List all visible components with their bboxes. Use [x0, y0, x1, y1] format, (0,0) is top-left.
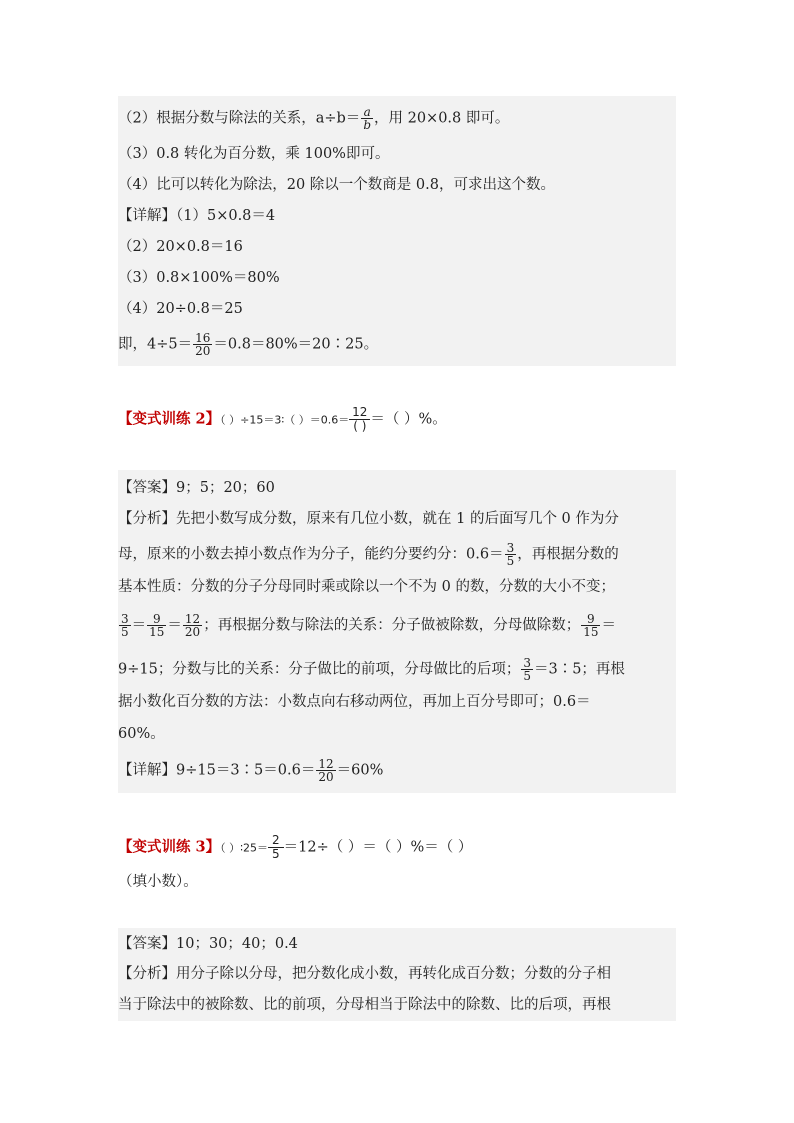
detail-line-4: （4）20÷0.8＝25: [118, 301, 243, 317]
analysis-line-6: 据小数化百分数的方法：小数点向右移动两位，再加上百分号即可；0.6＝: [118, 694, 591, 710]
analysis-line-3: 基本性质：分数的分子分母同时乘或除以一个不为 0 的数，分数的大小不变；: [118, 579, 615, 595]
analysis-line-1: 【分析】先把小数写成分数，原来有几位小数，就在 1 的后面写几个 0 作为分: [118, 511, 619, 527]
fraction-12-20: $\frac{12}{20}$: [318, 757, 334, 784]
analysis-line-1: 【分析】用分子除以分母，把分数化成小数，再转化成百分数；分数的分子相: [118, 966, 611, 982]
fraction-3-5: $\frac{3}{5}$: [523, 656, 531, 683]
detail-line-3: （3）0.8×100%＝80%: [118, 270, 280, 286]
analysis-line-3: （3）0.8 转化为百分数，乘 100%即可。: [118, 146, 390, 162]
fraction-16-20: $\frac{16}{20}$: [195, 331, 211, 358]
analysis-line-4: （4）比可以转化为除法，20 除以一个数商是 0.8，可求出这个数。: [118, 177, 555, 193]
solution-block-2: [118, 470, 676, 793]
analysis-line-4: $\frac{3}{5}$ ＝ $\frac{9}{15}$ ＝ $\frac{12}{20}$ ；再根据分数与除法的关系：分子做被除数，分母做除数； $\frac{9}{15}$ ＝: [121, 612, 616, 639]
fraction-3-5: $\frac{3}{5}$: [121, 612, 129, 639]
fraction-12-20: $\frac{12}{20}$: [184, 612, 201, 639]
analysis-line-2: 当于除法中的被除数、比的前项，分母相当于除法中的除数、比的后项，再根: [118, 997, 611, 1013]
solution-block-1: [118, 96, 676, 366]
question-3-note: （填小数）。: [118, 874, 198, 890]
answer-line: 【答案】10；30；40；0.4: [118, 936, 298, 952]
fraction-9-15: $\frac{9}{15}$: [149, 612, 165, 639]
answer-line: 【答案】9；5；20；60: [118, 480, 275, 496]
question-3-title: 【变式训练 3】: [118, 838, 221, 856]
fraction-12-blank: $\frac{12}{( )}$: [349, 406, 370, 433]
analysis-line-2: 母，原来的小数去掉小数点作为分子，能约分要约分：0.6＝ $\frac{3}{5}$ ，再根据分数的: [118, 541, 619, 568]
question-2: 【变式训练 2】（ ）÷15＝3∶（ ）$=0.6=\frac{12}{( )}$ ＝（ ）%。: [118, 405, 447, 433]
detail-line: 【详解】9÷15＝3∶5＝0.6＝ $\frac{12}{20}$ ＝60%: [118, 757, 384, 784]
detail-line-2: （2）20×0.8＝16: [118, 239, 243, 255]
analysis-line-2: （2）根据分数与除法的关系，a÷b＝ $\frac{a}{b}$ ，用 20×0.8 即可。: [118, 105, 510, 132]
conclusion-line: 即，4÷5＝ $\frac{16}{20}$ ＝0.8＝80%＝20∶25。: [118, 331, 379, 358]
fraction-9-15: $\frac{9}{15}$: [583, 612, 599, 639]
question-2-title: 【变式训练 2】: [118, 410, 221, 428]
question-3: 【变式训练 3】（ ）$∶25=\frac{2}{5}$ ＝12÷（ ）＝（ ）%＝（ ）: [118, 833, 473, 861]
fraction-2-5: $\frac{2}{5}$: [268, 834, 284, 861]
solution-block-3: [118, 928, 676, 1021]
fraction-a-over-b: $\frac{a}{b}$: [363, 105, 371, 132]
fraction-3-5: $\frac{3}{5}$: [506, 541, 515, 568]
detail-line-1: 【详解】（1）5×0.8＝4: [118, 208, 276, 224]
analysis-line-7: 60%。: [118, 726, 165, 742]
analysis-line-5: 9÷15；分数与比的关系：分子做比的前项，分母做比的后项； $\frac{3}{5}$ ＝3∶5；再根: [118, 656, 625, 683]
